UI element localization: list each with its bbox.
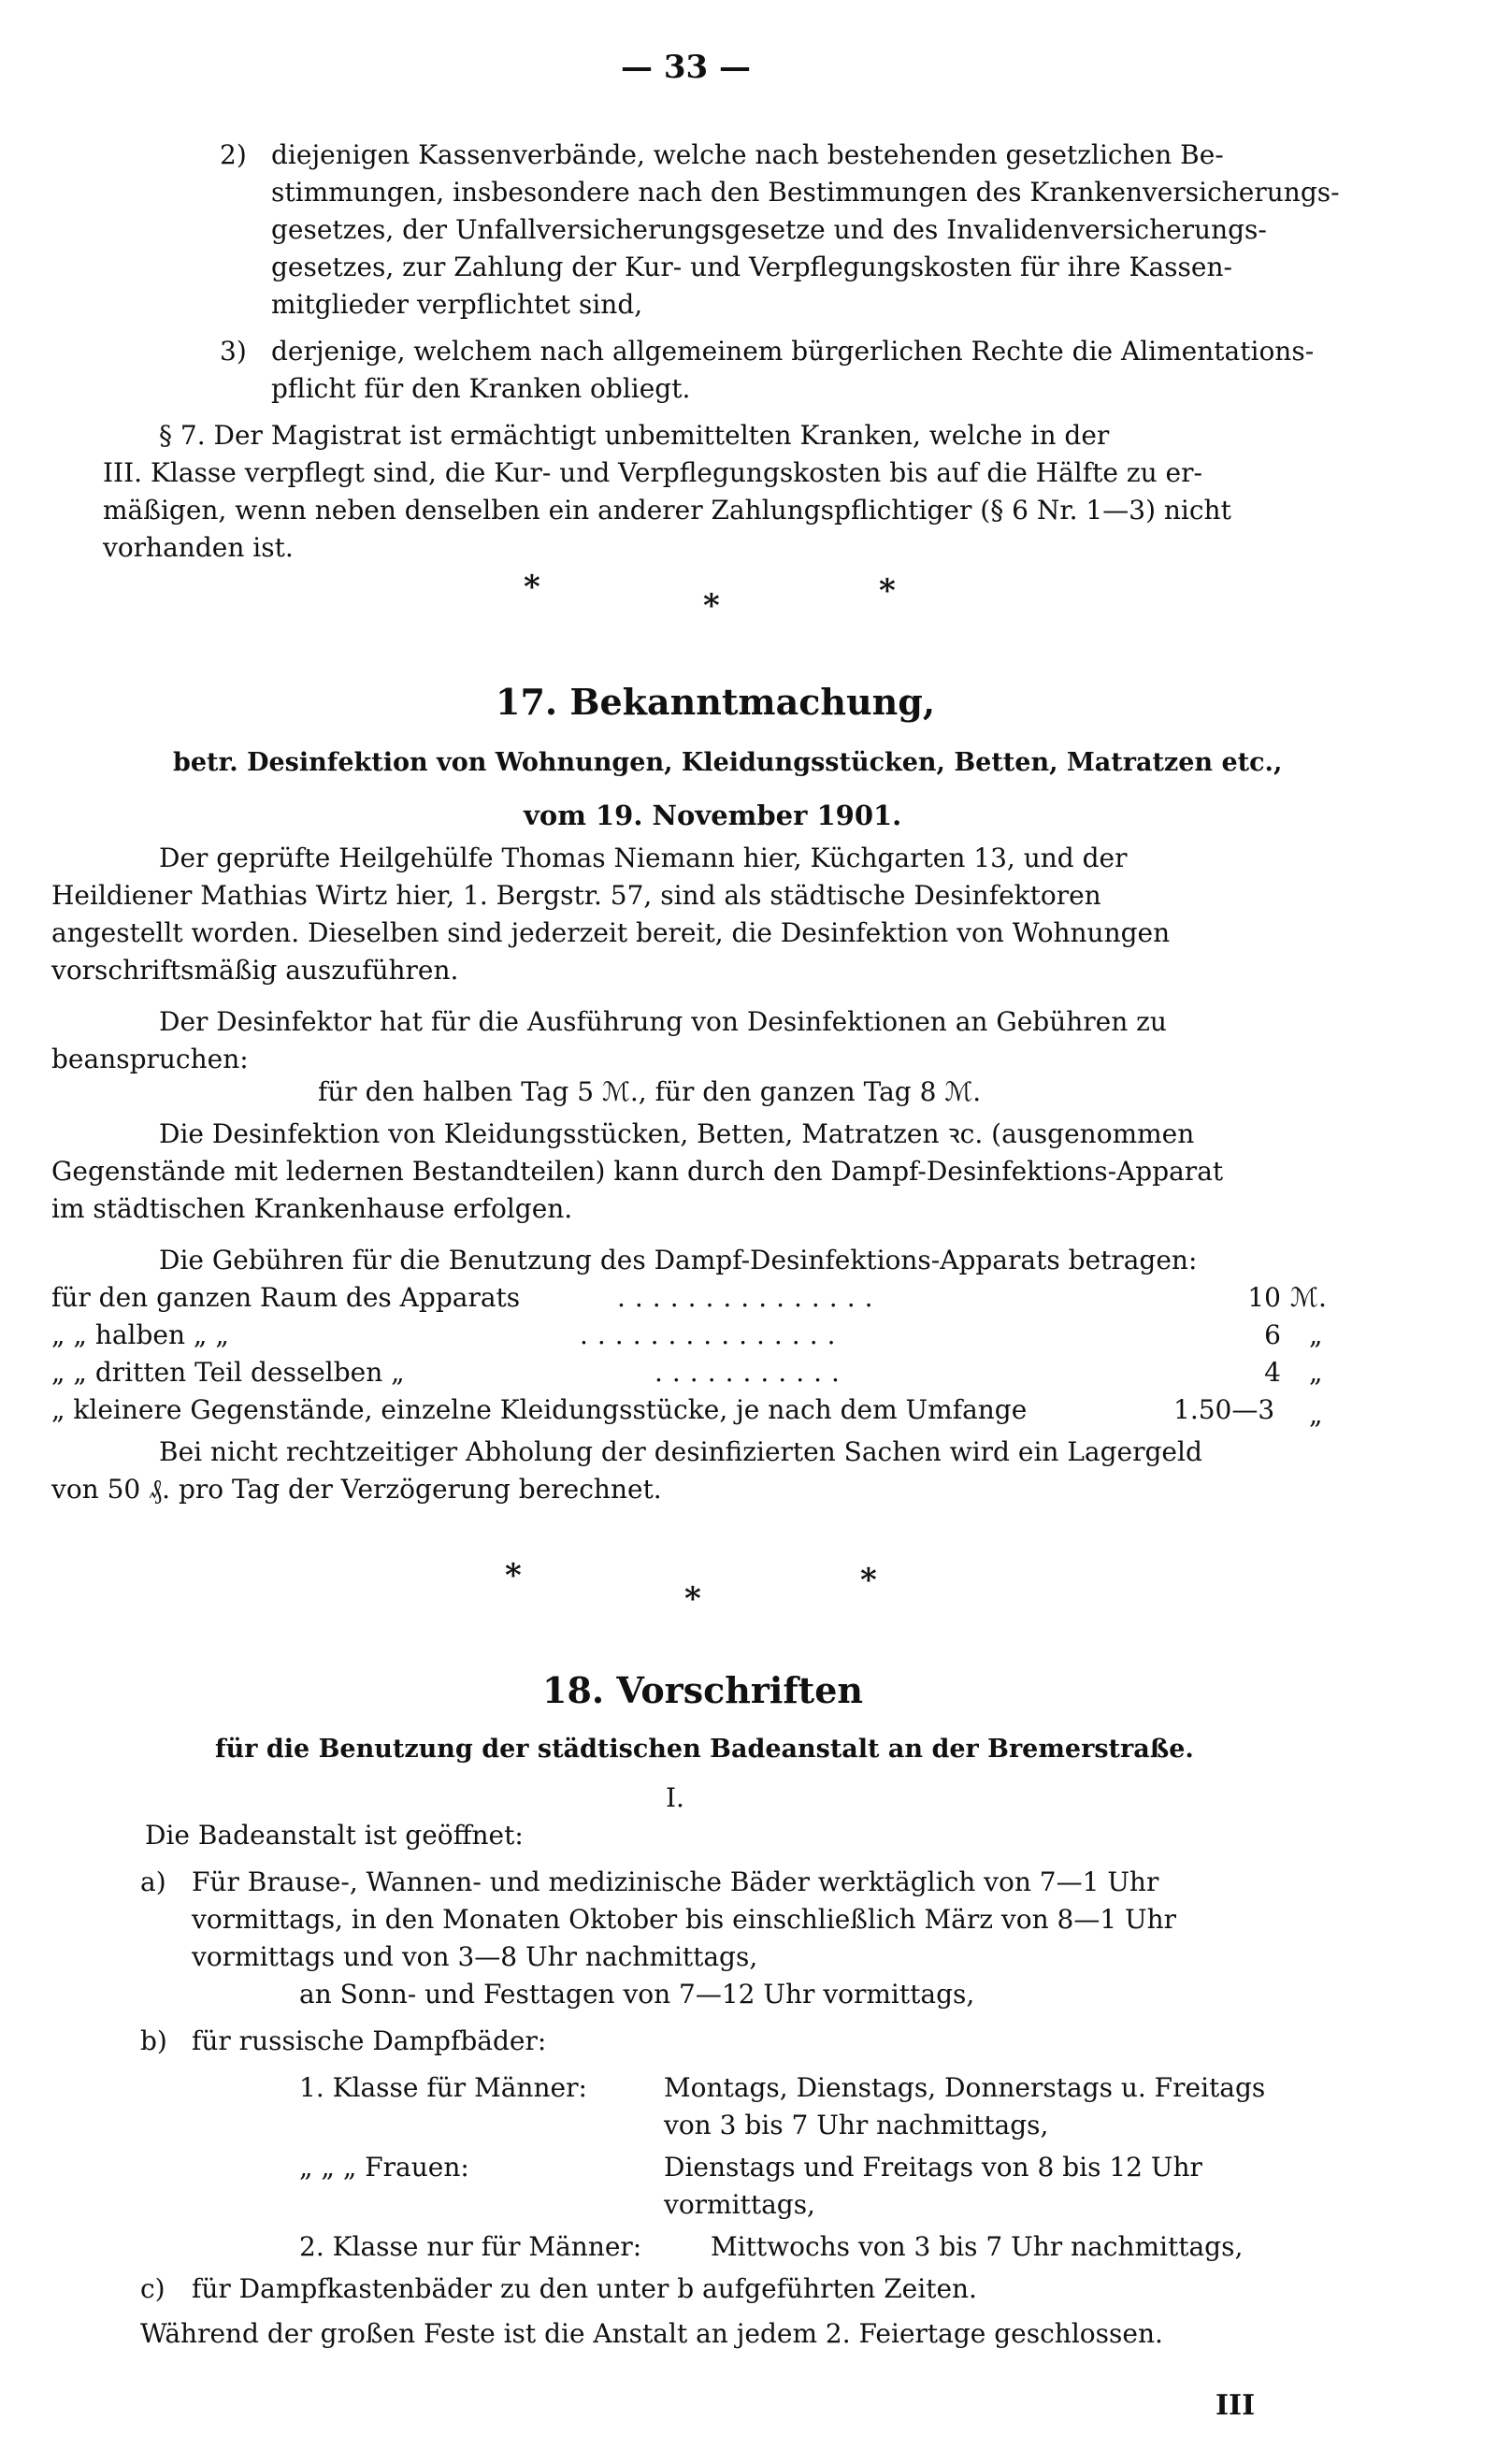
fee-row-3-unit: „: [1309, 1357, 1323, 1388]
b-row-3-left: 2. Klasse nur für Männer:: [299, 2231, 642, 2262]
s17-para-1-line-3: angestellt worden. Dieselben sind jederzeit bereit, die Desinfektion von Wohnungen: [51, 917, 1171, 948]
section-17-title: 17. Bekanntmachung,: [496, 681, 936, 723]
fee-row-3-amount: 4: [1264, 1357, 1281, 1388]
s18-a-line-2: vormittags, in den Monaten Oktober bis einschließlich März von 8—1 Uhr: [192, 1904, 1177, 1935]
s18-closing: Während der großen Feste ist die Anstalt an jedem 2. Feiertage geschlossen.: [140, 2318, 1163, 2349]
s18-c-label: c): [140, 2273, 165, 2304]
para-7-line-2: III. Klasse verpflegt sind, die Kur- und Verpflegungskosten bis auf die Hälfte zu er-: [103, 457, 1202, 488]
b-row-2-right-2: vormittags,: [664, 2189, 815, 2220]
s18-a-line-1: Für Brause-, Wannen- und medizinische Bäder werktäglich von 7—1 Uhr: [192, 1866, 1159, 1897]
fee-row-3-dots: ...........: [654, 1357, 849, 1388]
separator-star: *: [505, 1557, 522, 1594]
s17-para-5-line-2: von 50 ₰. pro Tag der Verzögerung berechnet.: [51, 1474, 662, 1505]
s18-a-sunday: an Sonn- und Festtagen von 7—12 Uhr vormittags,: [299, 1979, 975, 2010]
b-row-1-right-1: Montags, Dienstags, Donnerstags u. Freitags: [664, 2072, 1266, 2103]
fee-row-2-label: „ „ halben „ „: [51, 1319, 229, 1350]
section-18-roman: I.: [666, 1782, 684, 1813]
item-3-number: 3): [220, 336, 247, 367]
s17-para-3-line-1: Die Desinfektion von Kleidungsstücken, Betten, Matratzen ꝛc. (ausgenommen: [159, 1118, 1195, 1149]
b-row-1-left: 1. Klasse für Männer:: [299, 2072, 587, 2103]
b-row-2-left: „ „ „ Frauen:: [299, 2152, 469, 2183]
s17-para-1-line-4: vorschriftsmäßig auszuführen.: [51, 955, 459, 986]
fee-row-4-amount: 1.50—3: [1173, 1394, 1275, 1425]
s18-b-label: b): [140, 2025, 167, 2056]
fee-row-1-unit: ℳ.: [1290, 1282, 1327, 1313]
signature-mark: III: [1216, 2389, 1256, 2422]
b-row-3-right-1: Mittwochs von 3 bis 7 Uhr nachmittags,: [711, 2231, 1244, 2262]
s18-intro: Die Badeanstalt ist geöffnet:: [145, 1820, 524, 1851]
item-3-line-2: pflicht für den Kranken obliegt.: [271, 373, 691, 404]
s17-para-1-line-2: Heildiener Mathias Wirtz hier, 1. Bergstr. 57, sind als städtische Desinfektoren: [51, 880, 1101, 911]
s17-para-1-line-1: Der geprüfte Heilgehülfe Thomas Niemann hier, Küchgarten 13, und der: [159, 843, 1128, 873]
section-18-title: 18. Vorschriften: [542, 1669, 864, 1711]
para-7-line-1: § 7. Der Magistrat ist ermächtigt unbemittelten Kranken, welche in der: [159, 420, 1110, 451]
fee-row-2-dots: ...............: [580, 1319, 845, 1350]
item-2-line-5: mitglieder verpflichtet sind,: [271, 289, 643, 320]
b-row-2-right-1: Dienstags und Freitags von 8 bis 12 Uhr: [664, 2152, 1202, 2183]
para-7-line-3: mäßigen, wenn neben denselben ein anderer Zahlungspflichtiger (§ 6 Nr. 1—3) nicht: [103, 495, 1231, 526]
fee-row-1-dots: ...............: [617, 1282, 883, 1313]
s18-a-label: a): [140, 1866, 166, 1897]
section-18-subtitle: für die Benutzung der städtischen Badeanstalt an der Bremerstraße.: [215, 1735, 1194, 1764]
fee-row-2-amount: 6: [1264, 1319, 1281, 1350]
s17-para-5-line-1: Bei nicht rechtzeitiger Abholung der desinfizierten Sachen wird ein Lagergeld: [159, 1436, 1202, 1467]
s18-c-text: für Dampfkastenbäder zu den unter b aufgeführten Zeiten.: [192, 2273, 977, 2304]
fee-row-4-label: „ kleinere Gegenstände, einzelne Kleidungsstücke, je nach dem Umfange: [51, 1394, 1028, 1425]
item-2-line-4: gesetzes, zur Zahlung der Kur- und Verpflegungskosten für ihre Kassen-: [271, 252, 1232, 282]
s17-fees-intro: Die Gebühren für die Benutzung des Dampf-Desinfektions-Apparats betragen:: [159, 1245, 1198, 1275]
section-17-subtitle: betr. Desinfektion von Wohnungen, Kleidungsstücken, Betten, Matratzen etc.,: [173, 748, 1283, 777]
fee-row-1-amount: 10: [1247, 1282, 1281, 1313]
item-2-number: 2): [220, 139, 247, 170]
separator-star: *: [879, 572, 896, 610]
separator-star: *: [860, 1562, 877, 1599]
s17-para-3-line-2: Gegenstände mit ledernen Bestandteilen) kann durch den Dampf-Desinfektions-Apparat: [51, 1156, 1224, 1187]
s17-para-2-line-1: Der Desinfektor hat für die Ausführung von Desinfektionen an Gebühren zu: [159, 1006, 1167, 1037]
s17-para-3-line-3: im städtischen Krankenhause erfolgen.: [51, 1193, 573, 1224]
item-2-line-3: gesetzes, der Unfallversicherungsgesetze und des Invalidenversicherungs-: [271, 214, 1267, 245]
item-2-line-1: diejenigen Kassenverbände, welche nach bestehenden gesetzlichen Be-: [271, 139, 1224, 170]
s17-rate-line: für den halben Tag 5 ℳ., für den ganzen Tag 8 ℳ.: [318, 1076, 982, 1107]
b-row-1-right-2: von 3 bis 7 Uhr nachmittags,: [664, 2110, 1049, 2140]
fee-row-4-unit: „: [1309, 1399, 1323, 1430]
separator-star: *: [703, 587, 720, 625]
fee-row-1-label: für den ganzen Raum des Apparats: [51, 1282, 521, 1313]
separator-star: *: [684, 1580, 701, 1618]
page-number: — 33 —: [621, 49, 751, 86]
s18-a-line-3: vormittags und von 3—8 Uhr nachmittags,: [192, 1941, 758, 1972]
fee-row-3-label: „ „ dritten Teil desselben „: [51, 1357, 405, 1388]
item-2-line-2: stimmungen, insbesondere nach den Bestimmungen des Krankenversicherungs-: [271, 177, 1340, 208]
fee-row-2-unit: „: [1309, 1319, 1323, 1350]
para-7-line-4: vorhanden ist.: [103, 532, 294, 563]
s17-para-2-line-2: beanspruchen:: [51, 1044, 249, 1074]
separator-star: *: [524, 569, 540, 606]
s18-b-text: für russische Dampfbäder:: [192, 2025, 547, 2056]
section-17-date: vom 19. November 1901.: [524, 800, 902, 831]
item-3-line-1: derjenige, welchem nach allgemeinem bürgerlichen Rechte die Alimentations-: [271, 336, 1315, 367]
